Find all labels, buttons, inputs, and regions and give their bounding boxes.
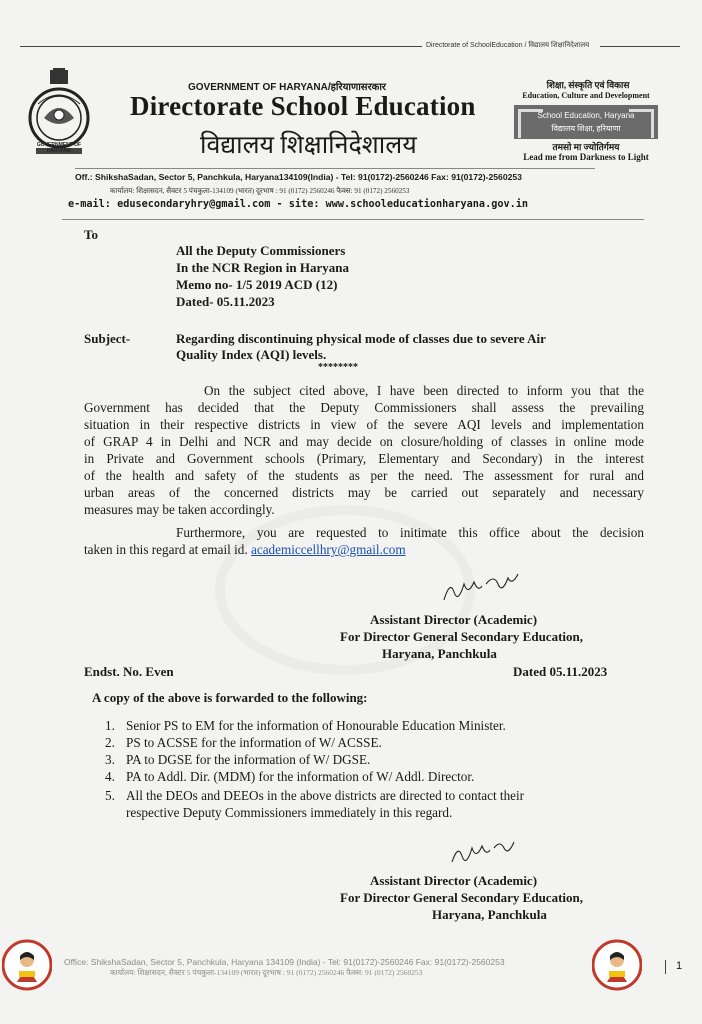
sign2-title-3: Haryana, Panchkula	[432, 907, 547, 922]
email-link[interactable]: academiccellhry@gmail.com	[251, 542, 406, 557]
beti-bachao-icon	[592, 938, 642, 992]
list-item-text: All the DEOs and DEEOs in the above districts are directed to contact their	[126, 788, 525, 803]
list-item-number: 3.	[105, 752, 115, 767]
body2-line-2-text: taken in this regard at email id.	[84, 542, 248, 557]
body-line-7: urban areas of the concerned districts may be carried out separately and necessary	[84, 485, 644, 500]
list-item-text: Senior PS to EM for the information of Honourable Education Minister.	[126, 718, 506, 733]
body-line-2: Government has decided that the Deputy Commissioners shall assess the prevailing	[84, 400, 644, 415]
header-bottom-rule	[62, 219, 644, 220]
body-line-4: of GRAP 4 in Delhi and NCR and may decide on closure/holding of classes in online mode	[84, 434, 644, 449]
sign2-title-1: Assistant Director (Academic)	[370, 873, 538, 888]
motto-hindi: तमसो मा ज्योतिर्गमय	[552, 142, 620, 152]
body2-line-2	[84, 542, 406, 558]
footer-logo-right	[592, 938, 642, 992]
list-item-number: 2.	[105, 735, 115, 750]
office-address: Off.: ShikshaSadan, Sector 5, Panchkula, Haryana134109(India) - Tel: 91(0172)-2560246 Fax: 91(0172)-2560253	[75, 172, 522, 182]
to-label: To	[84, 227, 98, 242]
subject-separator: ********	[318, 362, 358, 373]
top-rule-right	[600, 46, 680, 47]
government-label: GOVERNMENT OF HARYANA/हरियाणासरकार	[188, 82, 387, 93]
page-number: 1	[676, 960, 683, 972]
subject-line-2: Quality Index (AQI) levels.	[176, 347, 327, 362]
sign-title-3: Haryana, Panchkula	[382, 646, 497, 661]
list-item-number: 4.	[105, 769, 115, 784]
body-line-6: of the health and safety of the students as per the need. The assessment for rural and	[84, 468, 644, 483]
email-site-line: e-mail: edusecondaryhry@gmail.com - site: www.schooleducationharyana.gov.in	[68, 199, 529, 210]
office-address-hindi: कार्यालय: शिक्षासदन, सैक्टर 5 पंचकुला-134109 (भारत) दूरभाष : 91 (0172) 2560246 फैक्स: 91 (0172) 2560253	[110, 187, 410, 195]
top-strip-text: Directorate of SchoolEducation / विद्यालय शिक्षानिदेशालय	[426, 42, 590, 49]
subject-line-1: Regarding discontinuing physical mode of classes due to severe Air	[176, 331, 546, 346]
memo-number: Memo no- 1/5 2019 ACD (12)	[176, 277, 338, 292]
body-line-3: situation in their respective districts in view of the severe AQI levels and implementation	[84, 417, 644, 432]
body2-line-1: Furthermore, you are requested to initimate this office about the decision	[176, 525, 644, 540]
state-emblem	[26, 68, 92, 168]
address-rule	[75, 168, 595, 169]
recipient-line-2: In the NCR Region in Haryana	[176, 260, 349, 275]
sign-title-1: Assistant Director (Academic)	[370, 612, 538, 627]
footer-address-hindi: कार्यालय: शिक्षासदन, सैक्टर 5 पंचकुला-134109 (भारत) दूरभाष : 91 (0172) 2560246 फैक्स: 91 (0172) 2560253	[110, 968, 423, 977]
body-line-1: On the subject cited above, I have been directed to inform you that the	[204, 383, 644, 398]
list-item-text: PA to Addl. Dir. (MDM) for the information of W/ Addl. Director.	[126, 769, 475, 784]
footer-logo-left	[2, 938, 52, 992]
signature-icon	[450, 836, 520, 868]
emblem-caption: GOVERNMENT OF HARYANA	[36, 142, 82, 154]
footer-address: Office: ShikshaSadan, Sector 5, Panchkula, Haryana 134109 (India) - Tel: 91(0172)-2560246 Fax: 91(0172)-2560253	[64, 957, 505, 967]
memo-date: Dated- 05.11.2023	[176, 294, 275, 309]
signature-1	[442, 570, 522, 606]
copy-heading: A copy of the above is forwarded to the following:	[92, 690, 368, 705]
list-item-text: PA to DGSE for the information of W/ DGSE.	[126, 752, 371, 767]
school-education-logo	[514, 105, 658, 139]
signature-2	[450, 836, 520, 868]
endorsement-date: Dated 05.11.2023	[513, 664, 608, 679]
subject-label: Subject-	[84, 331, 131, 346]
body-line-8: measures may be taken accordingly.	[84, 502, 275, 517]
department-logo-block	[512, 78, 660, 164]
signature-icon	[442, 570, 522, 606]
list-item-number: 1.	[105, 718, 115, 733]
page-title: Directorate School Education	[130, 91, 476, 121]
logo-text-english: School Education, Haryana	[537, 111, 635, 120]
sign-title-2: For Director General Secondary Education,	[340, 629, 584, 644]
list-item-number: 5.	[105, 788, 115, 803]
page-title-hindi: विद्यालय शिक्षानिदेशालय	[200, 132, 417, 159]
top-rule-left	[20, 46, 422, 47]
list-item-text: PS to ACSSE for the information of W/ ACSSE.	[126, 735, 382, 750]
endorsement-number: Endst. No. Even	[84, 664, 174, 679]
logo-tagline-hindi: शिक्षा, संस्कृति एवं विकास	[546, 80, 630, 90]
page-divider	[665, 960, 666, 974]
list-item-continuation: respective Deputy Commissioners immediately in this regard.	[126, 805, 453, 820]
motto-english: Lead me from Darkness to Light	[523, 152, 649, 162]
logo-tagline-english: Education, Culture and Development	[522, 91, 650, 100]
beti-bachao-icon	[2, 938, 52, 992]
logo-text-hindi: विद्यालय शिक्षा, हरियाणा	[551, 124, 621, 133]
recipient-line-1: All the Deputy Commissioners	[176, 243, 346, 258]
body-line-5: in Private and Government schools (Primary, Elementary and Secondary) in the interest	[84, 451, 644, 466]
sign2-title-2: For Director General Secondary Education,	[340, 890, 584, 905]
